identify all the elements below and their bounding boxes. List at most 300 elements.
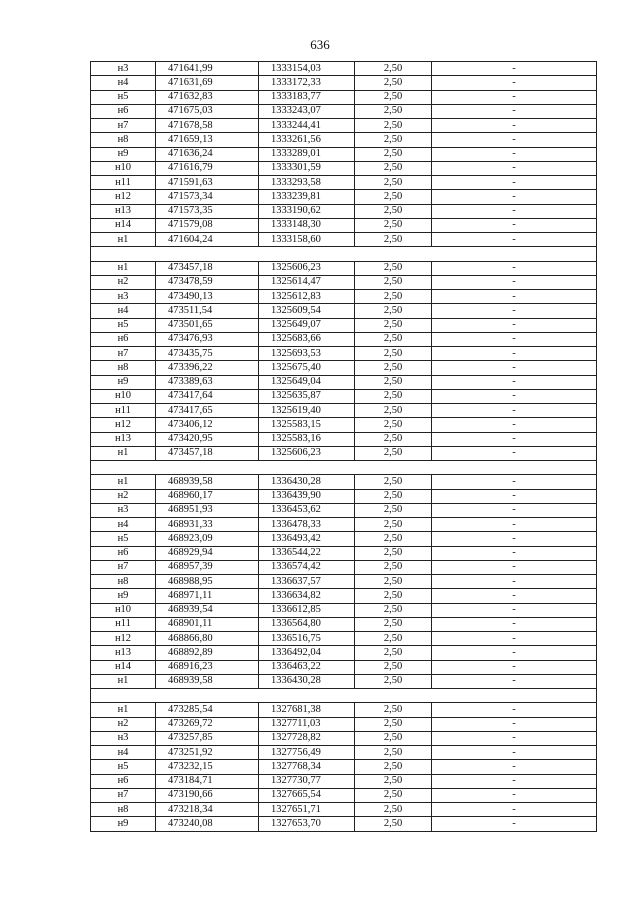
accuracy-cell: 2,50 <box>355 190 432 204</box>
point-id-cell: н9 <box>91 375 156 389</box>
point-id-cell: н13 <box>91 204 156 218</box>
accuracy-cell: 2,50 <box>355 746 432 760</box>
section-separator-row <box>91 689 597 703</box>
x-coordinate-cell: 473417,65 <box>156 404 259 418</box>
y-coordinate-cell: 1325683,66 <box>259 332 355 346</box>
accuracy-cell: 2,50 <box>355 119 432 133</box>
table-row <box>91 546 597 560</box>
accuracy-cell: 2,50 <box>355 446 432 460</box>
point-id-cell: н9 <box>91 147 156 161</box>
y-coordinate-cell: 1336463,22 <box>259 660 355 674</box>
y-coordinate-cell: 1336478,33 <box>259 518 355 532</box>
x-coordinate-cell: 468901,11 <box>156 617 259 631</box>
note-cell: - <box>432 161 597 175</box>
accuracy-cell: 2,50 <box>355 104 432 118</box>
y-coordinate-cell: 1327651,71 <box>259 803 355 817</box>
x-coordinate-cell: 473457,18 <box>156 446 259 460</box>
table-row <box>91 575 597 589</box>
point-id-cell: н7 <box>91 119 156 133</box>
note-cell: - <box>432 218 597 232</box>
point-id-cell: н4 <box>91 76 156 90</box>
y-coordinate-cell: 1333239,81 <box>259 190 355 204</box>
y-coordinate-cell: 1325693,53 <box>259 347 355 361</box>
x-coordinate-cell: 471631,69 <box>156 76 259 90</box>
accuracy-cell: 2,50 <box>355 503 432 517</box>
point-id-cell: н5 <box>91 90 156 104</box>
note-cell: - <box>432 418 597 432</box>
note-cell: - <box>432 803 597 817</box>
accuracy-cell: 2,50 <box>355 475 432 489</box>
x-coordinate-cell: 468939,58 <box>156 674 259 688</box>
accuracy-cell: 2,50 <box>355 389 432 403</box>
accuracy-cell: 2,50 <box>355 318 432 332</box>
point-id-cell: н12 <box>91 418 156 432</box>
y-coordinate-cell: 1327653,70 <box>259 817 355 831</box>
y-coordinate-cell: 1327756,49 <box>259 746 355 760</box>
point-id-cell: н1 <box>91 446 156 460</box>
y-coordinate-cell: 1325635,87 <box>259 389 355 403</box>
accuracy-cell: 2,50 <box>355 589 432 603</box>
point-id-cell: н7 <box>91 560 156 574</box>
accuracy-cell: 2,50 <box>355 62 432 76</box>
point-id-cell: н8 <box>91 361 156 375</box>
note-cell: - <box>432 475 597 489</box>
accuracy-cell: 2,50 <box>355 575 432 589</box>
x-coordinate-cell: 473240,08 <box>156 817 259 831</box>
accuracy-cell: 2,50 <box>355 218 432 232</box>
y-coordinate-cell: 1325619,40 <box>259 404 355 418</box>
y-coordinate-cell: 1336516,75 <box>259 632 355 646</box>
table-row <box>91 803 597 817</box>
table-row <box>91 788 597 802</box>
y-coordinate-cell: 1325675,40 <box>259 361 355 375</box>
note-cell: - <box>432 446 597 460</box>
accuracy-cell: 2,50 <box>355 674 432 688</box>
y-coordinate-cell: 1325606,23 <box>259 261 355 275</box>
y-coordinate-cell: 1327728,82 <box>259 731 355 745</box>
note-cell: - <box>432 532 597 546</box>
x-coordinate-cell: 468971,11 <box>156 589 259 603</box>
separator-cell <box>91 461 597 475</box>
note-cell: - <box>432 703 597 717</box>
accuracy-cell: 2,50 <box>355 204 432 218</box>
x-coordinate-cell: 473218,34 <box>156 803 259 817</box>
page-number: 636 <box>310 37 330 52</box>
point-id-cell: н1 <box>91 475 156 489</box>
table-row <box>91 304 597 318</box>
x-coordinate-cell: 473285,54 <box>156 703 259 717</box>
note-cell: - <box>432 318 597 332</box>
point-id-cell: н3 <box>91 731 156 745</box>
table-row <box>91 532 597 546</box>
y-coordinate-cell: 1333293,58 <box>259 176 355 190</box>
table-row <box>91 90 597 104</box>
x-coordinate-cell: 473476,93 <box>156 332 259 346</box>
point-id-cell: н2 <box>91 275 156 289</box>
point-id-cell: н3 <box>91 62 156 76</box>
coordinates-table-body <box>91 62 597 832</box>
note-cell: - <box>432 233 597 247</box>
note-cell: - <box>432 518 597 532</box>
x-coordinate-cell: 471604,24 <box>156 233 259 247</box>
table-row <box>91 617 597 631</box>
note-cell: - <box>432 546 597 560</box>
y-coordinate-cell: 1325583,15 <box>259 418 355 432</box>
x-coordinate-cell: 468939,54 <box>156 603 259 617</box>
table-row <box>91 404 597 418</box>
point-id-cell: н14 <box>91 218 156 232</box>
note-cell: - <box>432 176 597 190</box>
accuracy-cell: 2,50 <box>355 646 432 660</box>
accuracy-cell: 2,50 <box>355 147 432 161</box>
accuracy-cell: 2,50 <box>355 617 432 631</box>
point-id-cell: н2 <box>91 489 156 503</box>
x-coordinate-cell: 468916,23 <box>156 660 259 674</box>
note-cell: - <box>432 503 597 517</box>
accuracy-cell: 2,50 <box>355 332 432 346</box>
note-cell: - <box>432 190 597 204</box>
point-id-cell: н12 <box>91 190 156 204</box>
accuracy-cell: 2,50 <box>355 261 432 275</box>
point-id-cell: н8 <box>91 575 156 589</box>
point-id-cell: н10 <box>91 603 156 617</box>
table-row <box>91 560 597 574</box>
x-coordinate-cell: 468988,95 <box>156 575 259 589</box>
x-coordinate-cell: 471636,24 <box>156 147 259 161</box>
y-coordinate-cell: 1325606,23 <box>259 446 355 460</box>
y-coordinate-cell: 1327681,38 <box>259 703 355 717</box>
note-cell: - <box>432 361 597 375</box>
note-cell: - <box>432 204 597 218</box>
note-cell: - <box>432 275 597 289</box>
note-cell: - <box>432 760 597 774</box>
y-coordinate-cell: 1336634,82 <box>259 589 355 603</box>
note-cell: - <box>432 660 597 674</box>
y-coordinate-cell: 1333148,30 <box>259 218 355 232</box>
y-coordinate-cell: 1336430,28 <box>259 475 355 489</box>
accuracy-cell: 2,50 <box>355 275 432 289</box>
note-cell: - <box>432 404 597 418</box>
note-cell: - <box>432 717 597 731</box>
y-coordinate-cell: 1336453,62 <box>259 503 355 517</box>
accuracy-cell: 2,50 <box>355 518 432 532</box>
table-row <box>91 503 597 517</box>
table-row <box>91 290 597 304</box>
point-id-cell: н11 <box>91 617 156 631</box>
x-coordinate-cell: 473251,92 <box>156 746 259 760</box>
note-cell: - <box>432 147 597 161</box>
note-cell: - <box>432 304 597 318</box>
table-row <box>91 489 597 503</box>
accuracy-cell: 2,50 <box>355 361 432 375</box>
point-id-cell: н9 <box>91 817 156 831</box>
table-row <box>91 261 597 275</box>
point-id-cell: н5 <box>91 760 156 774</box>
x-coordinate-cell: 473511,54 <box>156 304 259 318</box>
note-cell: - <box>432 788 597 802</box>
x-coordinate-cell: 473389,63 <box>156 375 259 389</box>
table-row <box>91 161 597 175</box>
y-coordinate-cell: 1336544,22 <box>259 546 355 560</box>
accuracy-cell: 2,50 <box>355 546 432 560</box>
table-row <box>91 432 597 446</box>
note-cell: - <box>432 589 597 603</box>
point-id-cell: н10 <box>91 161 156 175</box>
table-row <box>91 717 597 731</box>
x-coordinate-cell: 468923,09 <box>156 532 259 546</box>
y-coordinate-cell: 1333158,60 <box>259 233 355 247</box>
table-row <box>91 446 597 460</box>
point-id-cell: н14 <box>91 660 156 674</box>
y-coordinate-cell: 1333243,07 <box>259 104 355 118</box>
note-cell: - <box>432 90 597 104</box>
table-row <box>91 731 597 745</box>
y-coordinate-cell: 1327711,03 <box>259 717 355 731</box>
note-cell: - <box>432 731 597 745</box>
table-row <box>91 133 597 147</box>
table-row <box>91 389 597 403</box>
table-row <box>91 418 597 432</box>
y-coordinate-cell: 1336574,42 <box>259 560 355 574</box>
x-coordinate-cell: 473269,72 <box>156 717 259 731</box>
note-cell: - <box>432 632 597 646</box>
table-row <box>91 62 597 76</box>
accuracy-cell: 2,50 <box>355 176 432 190</box>
accuracy-cell: 2,50 <box>355 233 432 247</box>
note-cell: - <box>432 560 597 574</box>
point-id-cell: н13 <box>91 432 156 446</box>
accuracy-cell: 2,50 <box>355 717 432 731</box>
accuracy-cell: 2,50 <box>355 76 432 90</box>
table-row <box>91 660 597 674</box>
accuracy-cell: 2,50 <box>355 347 432 361</box>
note-cell: - <box>432 432 597 446</box>
accuracy-cell: 2,50 <box>355 660 432 674</box>
x-coordinate-cell: 471591,63 <box>156 176 259 190</box>
y-coordinate-cell: 1325649,07 <box>259 318 355 332</box>
note-cell: - <box>432 119 597 133</box>
table-row <box>91 760 597 774</box>
accuracy-cell: 2,50 <box>355 290 432 304</box>
note-cell: - <box>432 817 597 831</box>
x-coordinate-cell: 468931,33 <box>156 518 259 532</box>
accuracy-cell: 2,50 <box>355 803 432 817</box>
note-cell: - <box>432 290 597 304</box>
note-cell: - <box>432 76 597 90</box>
table-row <box>91 119 597 133</box>
y-coordinate-cell: 1327730,77 <box>259 774 355 788</box>
section-separator-row <box>91 247 597 261</box>
table-row <box>91 76 597 90</box>
note-cell: - <box>432 261 597 275</box>
accuracy-cell: 2,50 <box>355 603 432 617</box>
x-coordinate-cell: 473232,15 <box>156 760 259 774</box>
note-cell: - <box>432 774 597 788</box>
table-row <box>91 774 597 788</box>
y-coordinate-cell: 1333289,01 <box>259 147 355 161</box>
y-coordinate-cell: 1336439,90 <box>259 489 355 503</box>
note-cell: - <box>432 389 597 403</box>
y-coordinate-cell: 1325612,83 <box>259 290 355 304</box>
y-coordinate-cell: 1333301,59 <box>259 161 355 175</box>
accuracy-cell: 2,50 <box>355 404 432 418</box>
point-id-cell: н10 <box>91 389 156 403</box>
point-id-cell: н3 <box>91 503 156 517</box>
note-cell: - <box>432 746 597 760</box>
x-coordinate-cell: 473420,95 <box>156 432 259 446</box>
y-coordinate-cell: 1333244,41 <box>259 119 355 133</box>
table-row <box>91 332 597 346</box>
table-row <box>91 703 597 717</box>
x-coordinate-cell: 473457,18 <box>156 261 259 275</box>
x-coordinate-cell: 468960,17 <box>156 489 259 503</box>
y-coordinate-cell: 1325649,04 <box>259 375 355 389</box>
y-coordinate-cell: 1336492,04 <box>259 646 355 660</box>
accuracy-cell: 2,50 <box>355 703 432 717</box>
point-id-cell: н5 <box>91 318 156 332</box>
point-id-cell: н7 <box>91 347 156 361</box>
note-cell: - <box>432 674 597 688</box>
point-id-cell: н11 <box>91 176 156 190</box>
x-coordinate-cell: 471675,03 <box>156 104 259 118</box>
table-row <box>91 518 597 532</box>
x-coordinate-cell: 471632,83 <box>156 90 259 104</box>
accuracy-cell: 2,50 <box>355 161 432 175</box>
y-coordinate-cell: 1336612,85 <box>259 603 355 617</box>
separator-cell <box>91 247 597 261</box>
x-coordinate-cell: 468892,89 <box>156 646 259 660</box>
accuracy-cell: 2,50 <box>355 817 432 831</box>
y-coordinate-cell: 1327665,54 <box>259 788 355 802</box>
x-coordinate-cell: 471678,58 <box>156 119 259 133</box>
x-coordinate-cell: 473490,13 <box>156 290 259 304</box>
point-id-cell: н6 <box>91 104 156 118</box>
table-row <box>91 589 597 603</box>
x-coordinate-cell: 468929,94 <box>156 546 259 560</box>
table-row <box>91 817 597 831</box>
point-id-cell: н13 <box>91 646 156 660</box>
x-coordinate-cell: 468939,58 <box>156 475 259 489</box>
point-id-cell: н5 <box>91 532 156 546</box>
x-coordinate-cell: 471641,99 <box>156 62 259 76</box>
table-row <box>91 646 597 660</box>
accuracy-cell: 2,50 <box>355 304 432 318</box>
accuracy-cell: 2,50 <box>355 788 432 802</box>
table-row <box>91 190 597 204</box>
note-cell: - <box>432 133 597 147</box>
table-row <box>91 603 597 617</box>
accuracy-cell: 2,50 <box>355 560 432 574</box>
table-row <box>91 361 597 375</box>
point-id-cell: н6 <box>91 546 156 560</box>
accuracy-cell: 2,50 <box>355 489 432 503</box>
accuracy-cell: 2,50 <box>355 133 432 147</box>
x-coordinate-cell: 473478,59 <box>156 275 259 289</box>
x-coordinate-cell: 471579,08 <box>156 218 259 232</box>
table-row <box>91 233 597 247</box>
x-coordinate-cell: 471616,79 <box>156 161 259 175</box>
section-separator-row <box>91 461 597 475</box>
table-row <box>91 176 597 190</box>
note-cell: - <box>432 104 597 118</box>
accuracy-cell: 2,50 <box>355 774 432 788</box>
point-id-cell: н1 <box>91 233 156 247</box>
point-id-cell: н4 <box>91 746 156 760</box>
y-coordinate-cell: 1327768,34 <box>259 760 355 774</box>
x-coordinate-cell: 473435,75 <box>156 347 259 361</box>
x-coordinate-cell: 468957,39 <box>156 560 259 574</box>
accuracy-cell: 2,50 <box>355 532 432 546</box>
y-coordinate-cell: 1336637,57 <box>259 575 355 589</box>
point-id-cell: н12 <box>91 632 156 646</box>
point-id-cell: н2 <box>91 717 156 731</box>
x-coordinate-cell: 473406,12 <box>156 418 259 432</box>
y-coordinate-cell: 1333154,03 <box>259 62 355 76</box>
table-row <box>91 147 597 161</box>
note-cell: - <box>432 617 597 631</box>
x-coordinate-cell: 468866,80 <box>156 632 259 646</box>
note-cell: - <box>432 347 597 361</box>
x-coordinate-cell: 471659,13 <box>156 133 259 147</box>
table-row <box>91 347 597 361</box>
point-id-cell: н4 <box>91 304 156 318</box>
table-row <box>91 632 597 646</box>
y-coordinate-cell: 1325614,47 <box>259 275 355 289</box>
point-id-cell: н8 <box>91 133 156 147</box>
accuracy-cell: 2,50 <box>355 632 432 646</box>
separator-cell <box>91 689 597 703</box>
y-coordinate-cell: 1336493,42 <box>259 532 355 546</box>
accuracy-cell: 2,50 <box>355 432 432 446</box>
accuracy-cell: 2,50 <box>355 760 432 774</box>
table-row <box>91 746 597 760</box>
y-coordinate-cell: 1333190,62 <box>259 204 355 218</box>
note-cell: - <box>432 375 597 389</box>
note-cell: - <box>432 575 597 589</box>
table-row <box>91 218 597 232</box>
accuracy-cell: 2,50 <box>355 731 432 745</box>
table-row <box>91 104 597 118</box>
point-id-cell: н7 <box>91 788 156 802</box>
x-coordinate-cell: 473190,66 <box>156 788 259 802</box>
y-coordinate-cell: 1333172,33 <box>259 76 355 90</box>
x-coordinate-cell: 471573,35 <box>156 204 259 218</box>
point-id-cell: н11 <box>91 404 156 418</box>
y-coordinate-cell: 1333261,56 <box>259 133 355 147</box>
x-coordinate-cell: 473417,64 <box>156 389 259 403</box>
note-cell: - <box>432 603 597 617</box>
y-coordinate-cell: 1325609,54 <box>259 304 355 318</box>
x-coordinate-cell: 468951,93 <box>156 503 259 517</box>
point-id-cell: н6 <box>91 774 156 788</box>
point-id-cell: н1 <box>91 261 156 275</box>
table-row <box>91 674 597 688</box>
table-row <box>91 475 597 489</box>
coordinates-table <box>90 61 597 832</box>
accuracy-cell: 2,50 <box>355 418 432 432</box>
point-id-cell: н6 <box>91 332 156 346</box>
note-cell: - <box>432 646 597 660</box>
accuracy-cell: 2,50 <box>355 90 432 104</box>
note-cell: - <box>432 489 597 503</box>
point-id-cell: н1 <box>91 703 156 717</box>
note-cell: - <box>432 332 597 346</box>
x-coordinate-cell: 473396,22 <box>156 361 259 375</box>
accuracy-cell: 2,50 <box>355 375 432 389</box>
y-coordinate-cell: 1336430,28 <box>259 674 355 688</box>
x-coordinate-cell: 471573,34 <box>156 190 259 204</box>
x-coordinate-cell: 473257,85 <box>156 731 259 745</box>
